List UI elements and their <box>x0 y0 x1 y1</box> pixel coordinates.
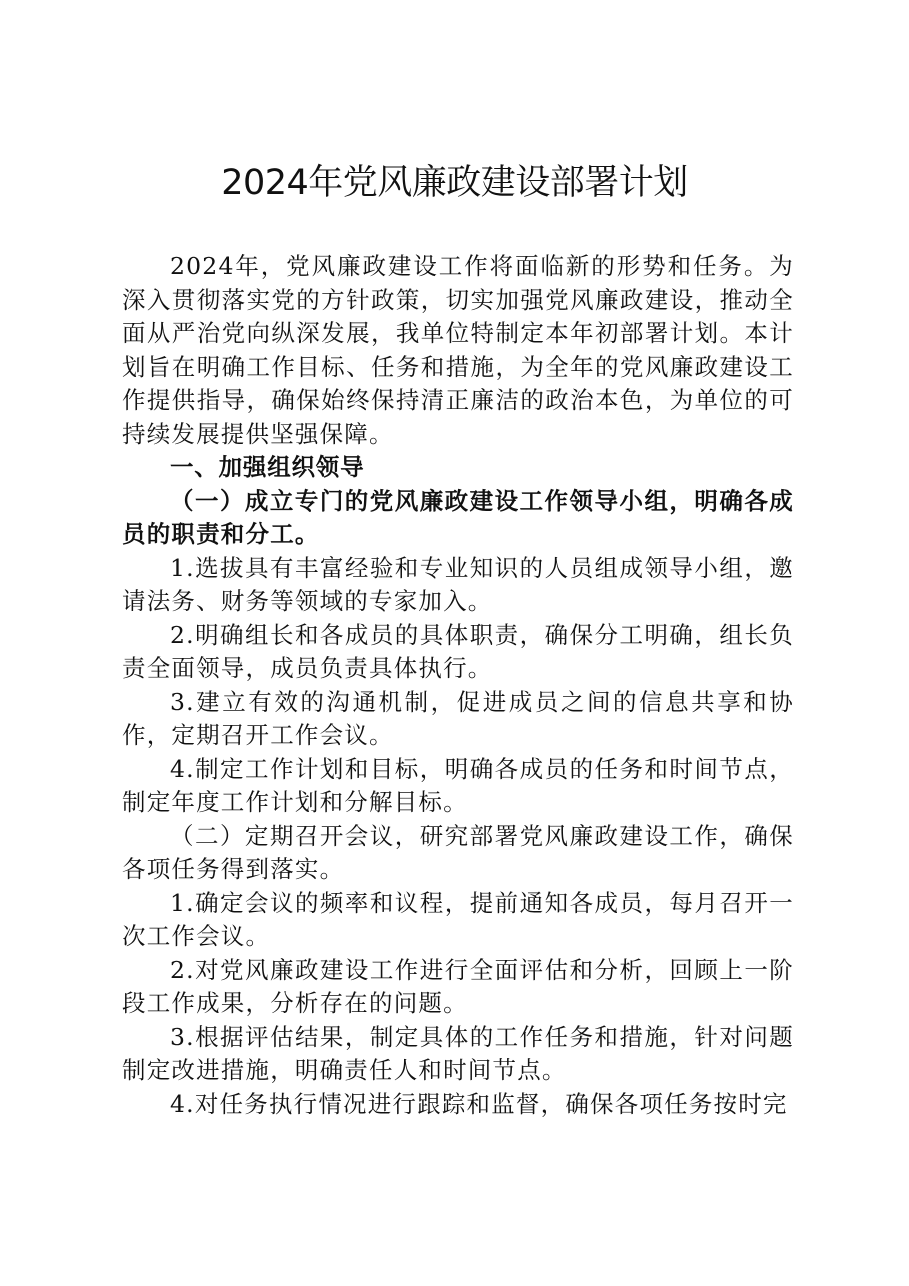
list-item: 2.明确组长和各成员的具体职责，确保分工明确，组长负责全面领导，成员负责具体执行。 <box>122 620 794 682</box>
document-title: 2024年党风廉政建设部署计划 <box>221 163 688 203</box>
list-item: 3.建立有效的沟通机制，促进成员之间的信息共享和协作，定期召开工作会议。 <box>122 687 794 749</box>
subsection-heading-2: （二）定期召开会议，研究部署党风廉政建设工作，确保各项任务得到落实。 <box>122 821 794 883</box>
section-heading-1: 一、加强组织领导 <box>170 453 365 481</box>
list-item: 4.制定工作计划和目标，明确各成员的任务和时间节点，制定年度工作计划和分解目标。 <box>122 754 794 816</box>
intro-paragraph: 2024年，党风廉政建设工作将面临新的形势和任务。为深入贯彻落实党的方针政策，切实加强党风廉政建设，推动全面从严治党向纵深发展，我单位特制定本年初部署计划。本计划旨在明确工作目标、任务和措施，为全年的党风廉政建设工作提供指导，确保始终保持清正廉洁的政治本色，为单位的可持续发展提供坚强保障。 <box>122 252 794 448</box>
list-item: 4.对任务执行情况进行跟踪和监督，确保各项任务按时完 <box>170 1089 788 1118</box>
list-item: 2.对党风廉政建设工作进行全面评估和分析，回顾上一阶段工作成果，分析存在的问题。 <box>122 955 794 1017</box>
list-item: 1.确定会议的频率和议程，提前通知各成员，每月召开一次工作会议。 <box>122 888 794 950</box>
list-item: 1.选拔具有丰富经验和专业知识的人员组成领导小组，邀请法务、财务等领域的专家加入。 <box>122 553 794 615</box>
document-body <box>122 250 794 1121</box>
subsection-heading-1: （一）成立专门的党风廉政建设工作领导小组，明确各成员的职责和分工。 <box>122 486 794 548</box>
list-item: 3.根据评估结果，制定具体的工作任务和措施，针对问题制定改进措施，明确责任人和时间节点。 <box>122 1022 794 1084</box>
